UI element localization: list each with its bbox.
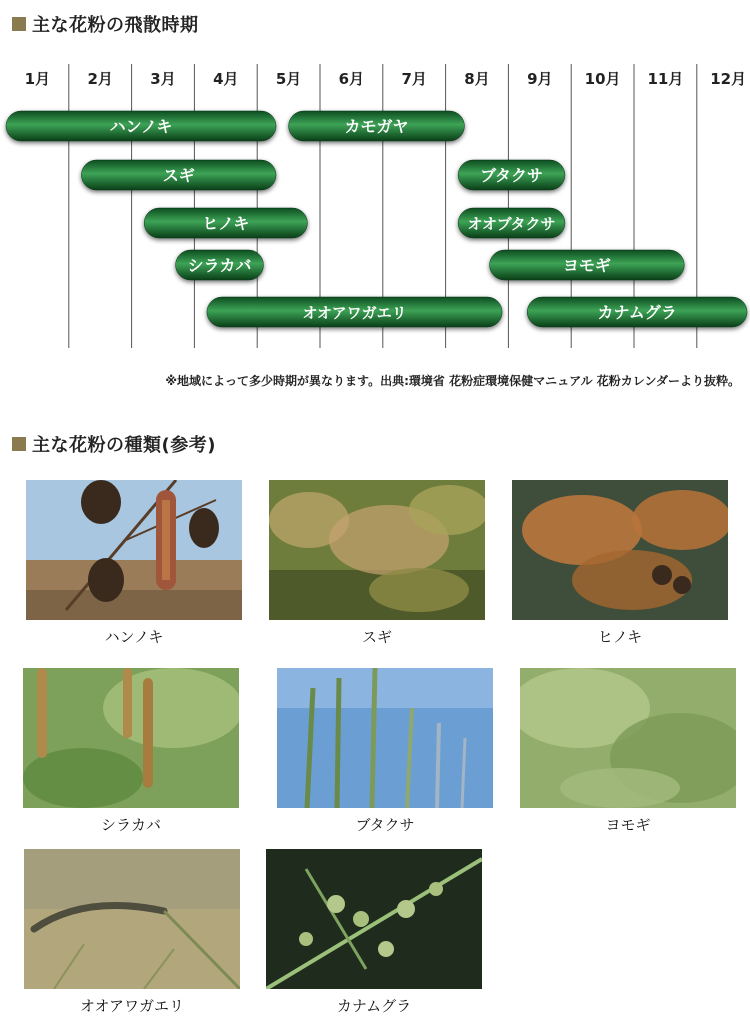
plant-caption: ハンノキ	[104, 628, 164, 646]
cypress-photo	[512, 480, 728, 620]
month-label: 6月	[338, 70, 365, 88]
ragweed-photo	[277, 668, 493, 808]
cedar-photo	[269, 480, 485, 620]
plant-caption: ヒノキ	[597, 628, 643, 646]
plant-caption: スギ	[361, 628, 392, 646]
pollen-bar-label: オオブタクサ	[467, 215, 556, 233]
pollen-bar	[458, 208, 565, 238]
schedule-section-heading	[12, 12, 199, 36]
plant-caption: ヨモギ	[605, 816, 651, 834]
plant-caption: オオアワガエリ	[79, 997, 185, 1015]
pollen-bar	[81, 160, 276, 190]
month-label: 1月	[24, 70, 51, 88]
types-section-heading	[12, 432, 216, 456]
alder-photo	[26, 480, 242, 620]
pollen-schedule-chart	[0, 58, 750, 358]
plant-caption: カナムグラ	[336, 997, 412, 1015]
mugwort-photo	[520, 668, 736, 808]
pollen-bar	[527, 297, 747, 327]
pollen-bar-label: ヨモギ	[562, 256, 611, 275]
pollen-bar-label: ブタクサ	[480, 166, 543, 185]
month-label: 3月	[150, 70, 176, 88]
pollen-bar-label: スギ	[162, 166, 195, 185]
pollen-bar-label: カナムグラ	[597, 303, 677, 322]
month-label: 7月	[401, 70, 427, 88]
month-label: 5月	[275, 70, 302, 88]
month-label: 10月	[584, 70, 621, 88]
pollen-bar	[144, 208, 307, 238]
pollen-bar	[289, 111, 465, 141]
japanese-hop-photo	[266, 849, 482, 989]
month-label: 4月	[213, 70, 239, 88]
plant-caption: ブタクサ	[355, 816, 415, 834]
pollen-bar	[458, 160, 565, 190]
pollen-bar	[6, 111, 276, 141]
pollen-bar-label: ヒノキ	[202, 214, 250, 233]
month-label: 8月	[464, 70, 490, 88]
pollen-bar	[207, 297, 502, 327]
month-label: 2月	[87, 70, 113, 88]
pollen-bar-label: オオアワガエリ	[302, 304, 407, 322]
timothy-photo	[24, 849, 240, 989]
month-label: 9月	[527, 70, 553, 88]
heading-square-icon	[12, 17, 26, 31]
plant-caption: シラカバ	[100, 816, 161, 834]
types-section-title: 主な花粉の種類(参考)	[32, 435, 216, 456]
schedule-section-title: 主な花粉の飛散時期	[32, 15, 199, 36]
birch-photo	[23, 668, 239, 808]
pollen-bar	[490, 250, 685, 280]
month-label: 11月	[647, 70, 684, 88]
month-label: 12月	[710, 70, 747, 88]
source-note: ※地域によって多少時期が異なります。出典:環境省 花粉症環境保健マニュアル 花粉カレンダーより抜粋。	[165, 374, 740, 388]
pollen-bar	[176, 250, 264, 280]
pollen-bar-label: カモガヤ	[344, 117, 409, 136]
pollen-bar-label: シラカバ	[187, 256, 252, 275]
chart-svg	[0, 58, 750, 358]
pollen-bar-label: ハンノキ	[109, 117, 173, 136]
heading-square-icon	[12, 437, 26, 451]
